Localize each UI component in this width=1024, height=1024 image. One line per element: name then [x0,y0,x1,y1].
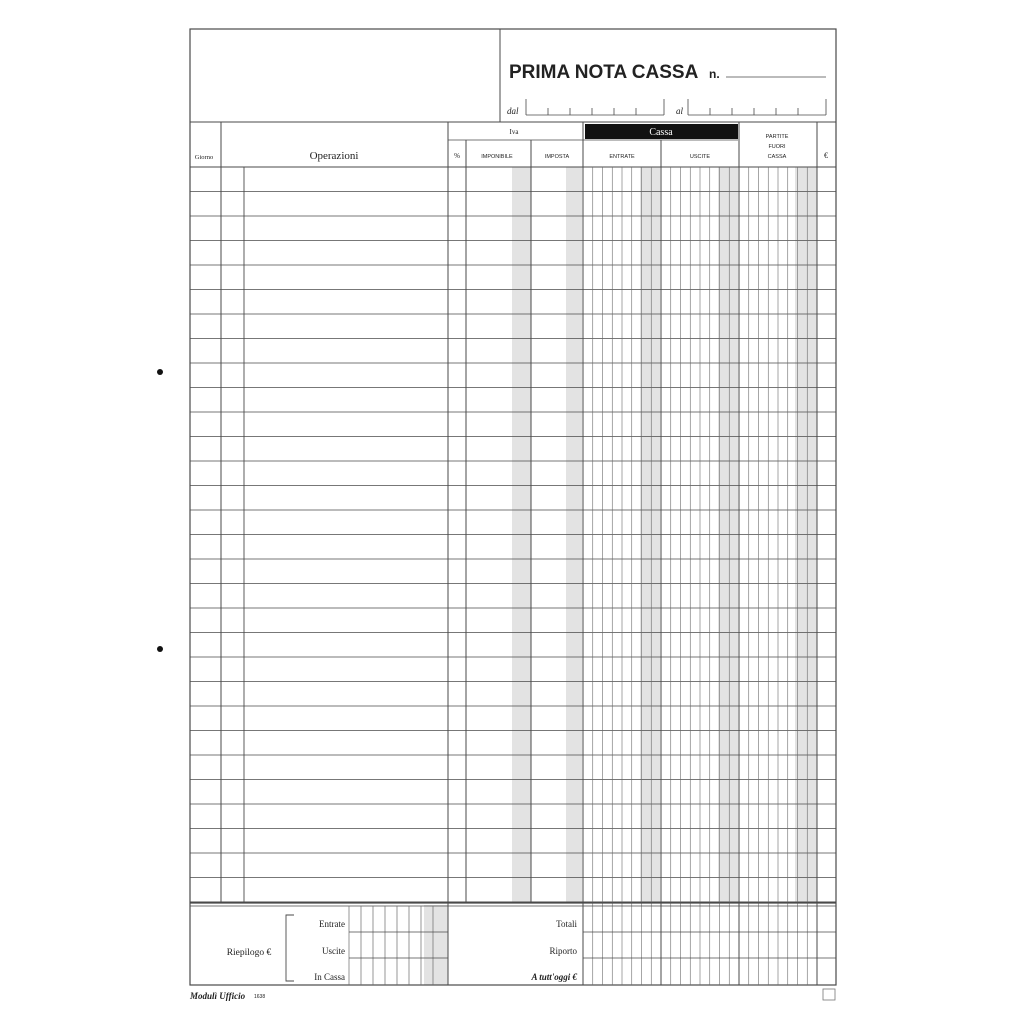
form-title: PRIMA NOTA CASSA [509,62,699,83]
header-entrate: ENTRATE [609,154,635,160]
date-from-field[interactable] [526,99,664,115]
header-imposta: IMPOSTA [544,154,570,160]
riepilogo-bracket [286,915,294,981]
brand-code: 1638 [254,994,266,1000]
date-from-label: dal [507,106,519,116]
company-stamp-box [190,29,500,122]
header-percent: % [454,152,460,160]
brand-logo: Modulì Ufficio [190,991,246,1001]
riporto-label: Riporto [549,946,577,956]
header-partite-2: FUORI [768,144,786,150]
header-uscite: USCITE [689,154,711,160]
punch-hole-top [157,369,163,375]
date-to-label: al [676,106,684,116]
riepilogo-in-cassa: In Cassa [314,972,345,982]
header-iva: Iva [509,128,519,136]
header-partite-1: PARTITE [765,134,789,140]
corner-box [823,989,835,1000]
header-euro: € [824,151,828,160]
riepilogo-label: Riepilogo € [226,948,272,958]
column-header [195,124,828,162]
a-tutt-oggi-label: A tutt'oggi € [531,972,577,982]
header-imponibile: IMPONIBILE [481,154,513,160]
punch-hole-bottom [157,646,163,652]
header-operazioni: Operazioni [309,150,359,162]
header-giorno: Giorno [194,154,214,161]
number-label: n. [709,67,720,81]
riepilogo-entrate: Entrate [319,919,345,929]
totali-label: Totali [556,919,577,929]
date-to-field[interactable] [688,99,826,115]
header-partite-3: CASSA [767,154,787,160]
riepilogo-uscite: Uscite [322,946,345,956]
header-cassa: Cassa [649,127,673,138]
